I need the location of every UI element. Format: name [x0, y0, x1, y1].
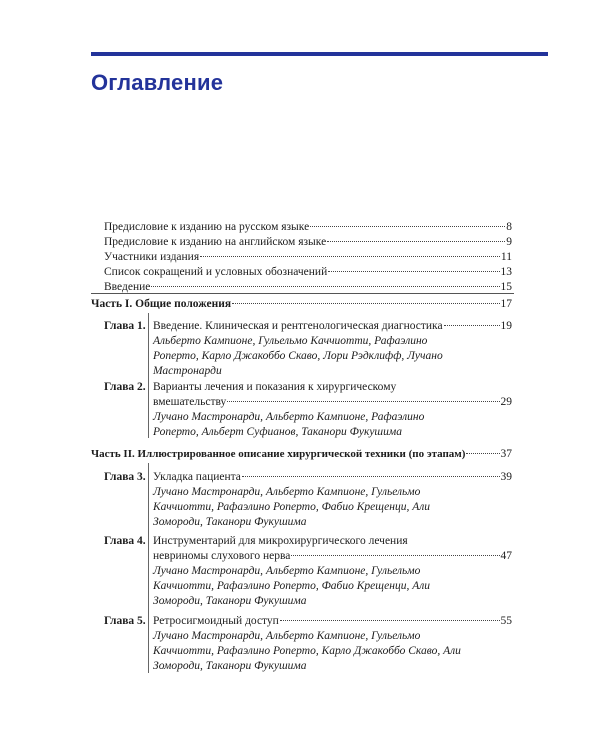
leader-dots — [466, 452, 499, 454]
chapter-label: Глава 1. — [104, 320, 146, 332]
chapter-authors-line: Лучано Мастронарди, Альберто Кампионе, Гульельмо — [153, 630, 421, 642]
chapter-page: 47 — [500, 550, 512, 562]
leader-dots — [444, 324, 500, 326]
chapter-authors-line: Лучано Мастронарди, Альберто Кампионе, Гульельмо — [153, 565, 421, 577]
leader-dots — [310, 225, 505, 227]
toc-chapter-3[interactable] — [153, 470, 512, 484]
chapter-label: Глава 3. — [104, 471, 146, 483]
part-title: Часть I. Общие положения — [91, 298, 232, 310]
chapter-title: Укладка пациента — [153, 471, 241, 483]
chapter-gutter-rule — [148, 313, 149, 438]
toc-entry-title: Предисловие к изданию на английском языке — [104, 236, 327, 248]
leader-dots — [328, 270, 499, 272]
toc-entry-page: 9 — [506, 236, 512, 248]
toc-chapter-2[interactable] — [153, 395, 512, 409]
toc-entry-page: 8 — [506, 221, 512, 233]
chapter-page: 29 — [500, 396, 512, 408]
toc-part-1[interactable] — [91, 297, 512, 311]
leader-dots — [200, 255, 500, 257]
chapter-label: Глава 4. — [104, 535, 146, 547]
toc-entry-title: Введение — [104, 281, 151, 293]
chapter-authors-line: Каччиотти, Рафаэлино Роперто, Фабио Крещенци, Али — [153, 501, 431, 513]
chapter-page: 19 — [500, 320, 512, 332]
leader-dots — [227, 400, 499, 402]
toc-entry-abbreviations[interactable] — [104, 265, 512, 279]
chapter-title: Ретросигмоидный доступ — [153, 615, 279, 627]
chapter-page: 55 — [500, 615, 512, 627]
toc-entry-page: 11 — [500, 251, 512, 263]
chapter-authors-line: Лучано Мастронарди, Альберто Кампионе, Гульельмо — [153, 486, 421, 498]
chapter-authors-line: Зомороди, Таканори Фукушима — [153, 595, 307, 607]
toc-entry-introduction[interactable] — [104, 280, 512, 294]
toc-chapter-1[interactable] — [153, 319, 512, 333]
chapter-title[interactable]: Варианты лечения и показания к хирургическому — [153, 381, 397, 393]
chapter-title[interactable]: Инструментарий для микрохирургического лечения — [153, 535, 408, 547]
toc-chapter-5[interactable] — [153, 614, 512, 628]
toc-entry-title: Участники издания — [104, 251, 200, 263]
chapter-authors-line: Лучано Мастронарди, Альберто Кампионе, Рафаэлино — [153, 411, 425, 423]
part-page: 37 — [500, 448, 512, 460]
chapter-authors-line: Зомороди, Таканори Фукушима — [153, 660, 307, 672]
section-divider — [91, 293, 514, 294]
toc-entry-page: 13 — [500, 266, 512, 278]
toc-entry-title: Предисловие к изданию на русском языке — [104, 221, 310, 233]
chapter-authors-line: Альберто Кампионе, Гульельмо Каччиотти, Рафаэлино — [153, 335, 428, 347]
leader-dots — [291, 554, 499, 556]
chapter-title-cont: невриномы слухового нерва — [153, 550, 291, 562]
chapter-authors-line: Мастронарди — [153, 365, 222, 377]
chapter-title: Введение. Клиническая и рентгенологическая диагностика — [153, 320, 443, 332]
leader-dots — [151, 285, 499, 287]
chapter-authors-line: Каччиотти, Рафаэлино Роперто, Фабио Крещенци, Али — [153, 580, 431, 592]
chapter-label: Глава 2. — [104, 381, 146, 393]
leader-dots — [242, 475, 500, 477]
chapter-authors-line: Роперто, Альберт Суфианов, Таканори Фукушима — [153, 426, 402, 438]
leader-dots — [327, 240, 505, 242]
page-title: Оглавление — [91, 70, 224, 95]
toc-entry-title: Список сокращений и условных обозначений — [104, 266, 328, 278]
part-title: Часть II. Иллюстрированное описание хирургической техники (по этапам) — [91, 448, 466, 460]
chapter-authors-line: Зомороди, Таканори Фукушима — [153, 516, 307, 528]
chapter-title-cont: вмешательству — [153, 396, 227, 408]
part-page: 17 — [500, 298, 512, 310]
toc-chapter-4[interactable] — [153, 549, 512, 563]
toc-entry-page: 15 — [500, 281, 512, 293]
leader-dots — [280, 619, 500, 621]
toc-entry-preface-ru[interactable] — [104, 220, 512, 234]
chapter-label: Глава 5. — [104, 615, 146, 627]
chapter-page: 39 — [500, 471, 512, 483]
toc-entry-preface-en[interactable] — [104, 235, 512, 249]
chapter-authors-line: Каччиотти, Рафаэлино Роперто, Карло Джакоббо Скаво, Али — [153, 645, 461, 657]
toc-entry-contributors[interactable] — [104, 250, 512, 264]
chapter-authors-line: Роперто, Карло Джакоббо Скаво, Лори Рэдклифф, Лучано — [153, 350, 443, 362]
toc-part-2[interactable] — [91, 447, 512, 461]
leader-dots — [232, 302, 499, 304]
chapter-gutter-rule — [148, 463, 149, 673]
